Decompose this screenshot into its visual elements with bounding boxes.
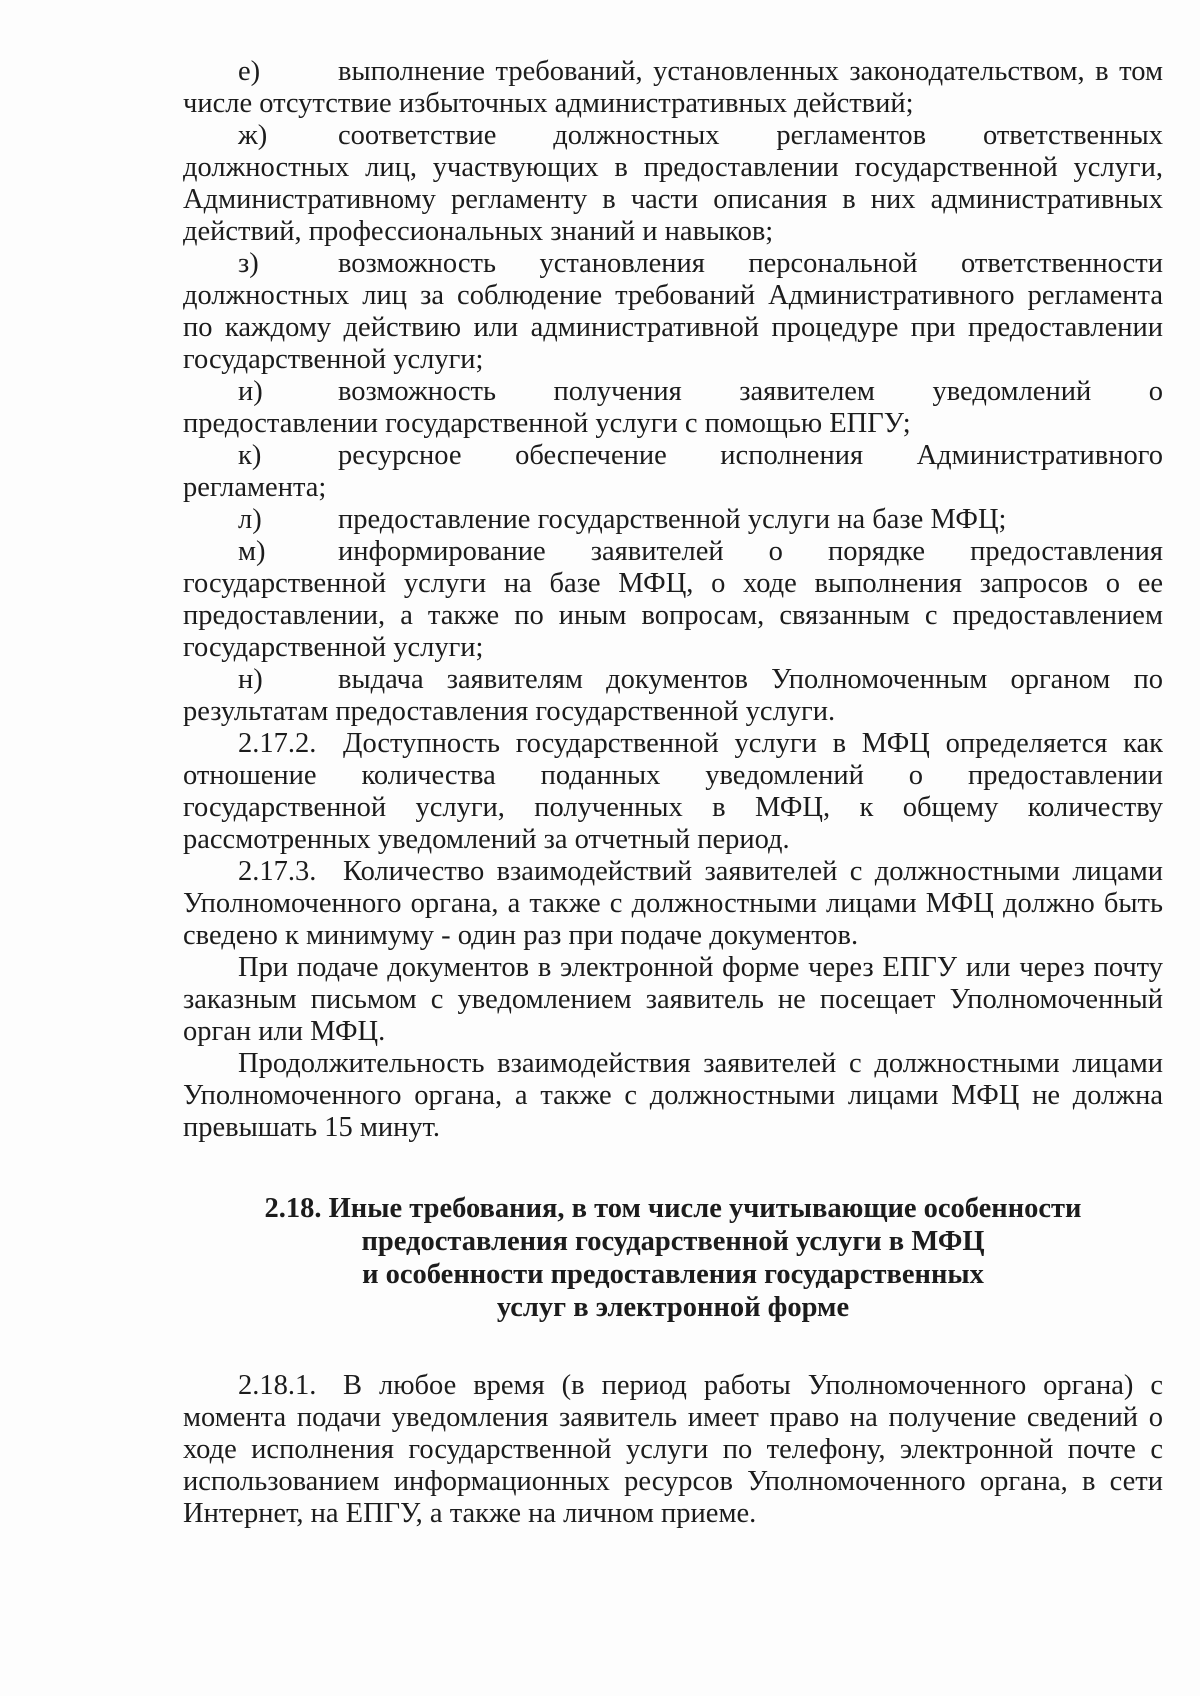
paragraph-2-17-2 [183,728,1163,856]
paragraph-2-17-3 [183,856,1163,952]
list-marker: м) [238,536,266,567]
list-item-text: возможность установления персональной ответственности должностных лиц за соблюдение требований Административного регламента по каждому действию или административной процедуре при предоставлении государственной услуги; [183,248,1163,375]
list-item-text: ресурсное обеспечение исполнения Административного регламента; [183,440,1163,503]
list-item [183,376,1163,440]
heading-line: предоставления государственной услуги в МФЦ [361,1226,985,1257]
paragraph-2-18-1 [183,1370,1163,1530]
paragraph-text: Доступность государственной услуги в МФЦ определяется как отношение количества поданных уведомлений о предоставлении государственной услуги, полученных в МФЦ, к общему количеству рассмотренных уведомлений за отчетный период. [183,728,1163,855]
heading-line: услуг в электронной форме [496,1292,850,1323]
clause-number: 2.17.3. [238,856,317,887]
list-item-text: выдача заявителям документов Уполномоченным органом по результатам предоставления государственной услуги. [183,664,1163,727]
section-heading-2-18 [183,1192,1163,1324]
list-item-text: выполнение требований, установленных законодательством, в том числе отсутствие избыточных административных действий; [183,56,1163,119]
list-item [183,56,1163,120]
list-marker: з) [238,248,259,279]
clause-number: 2.18.1. [238,1370,317,1401]
list-item [183,248,1163,376]
clause-number: 2.17.2. [238,728,317,759]
list-item [183,120,1163,248]
list-item [183,504,1163,536]
paragraph-text: Количество взаимодействий заявителей с должностными лицами Уполномоченного органа, а также с должностными лицами МФЦ должно быть сведено к минимуму - один раз при подаче документов. [183,856,1163,951]
list-item [183,440,1163,504]
paragraph-text: В любое время (в период работы Уполномоченного органа) с момента подачи уведомления заявитель имеет право на получение сведений о ходе исполнения государственной услуги по телефону, электронной почте с использованием информационных ресурсов Уполномоченного органа, в сети Интернет, на ЕПГУ, а также на личном приеме. [183,1370,1163,1529]
heading-line: 2.18. Иные требования, в том числе учитывающие особенности [264,1193,1082,1224]
list-marker: ж) [238,120,268,151]
list-item-text: предоставление государственной услуги на базе МФЦ; [338,504,1007,535]
list-item [183,536,1163,664]
list-item [183,664,1163,728]
list-marker: е) [238,56,261,87]
heading-line: и особенности предоставления государственных [362,1259,984,1290]
paragraph-electronic-submission: При подаче документов в электронной форме через ЕПГУ или через почту заказным письмом с уведомлением заявитель не посещает Уполномоченный орган или МФЦ. [183,952,1163,1047]
paragraph-interaction-duration: Продолжительность взаимодействия заявителей с должностными лицами Уполномоченного органа, а также с должностными лицами МФЦ не должна превышать 15 минут. [183,1048,1163,1143]
list-marker: и) [238,376,263,407]
list-marker: к) [238,440,262,471]
list-marker: н) [238,664,263,695]
document-body [183,56,1163,1530]
list-marker: л) [238,504,262,535]
list-item-text: возможность получения заявителем уведомлений о предоставлении государственной услуги с помощью ЕПГУ; [183,376,1163,439]
list-item-text: соответствие должностных регламентов ответственных должностных лиц, участвующих в предоставлении государственной услуги, Административному регламенту в части описания в них административных действий, профессиональных знаний и навыков; [183,120,1163,247]
list-item-text: информирование заявителей о порядке предоставления государственной услуги на базе МФЦ, о ходе выполнения запросов о ее предоставлении, а также по иным вопросам, связанным с предоставлением государственной услуги; [183,536,1163,663]
